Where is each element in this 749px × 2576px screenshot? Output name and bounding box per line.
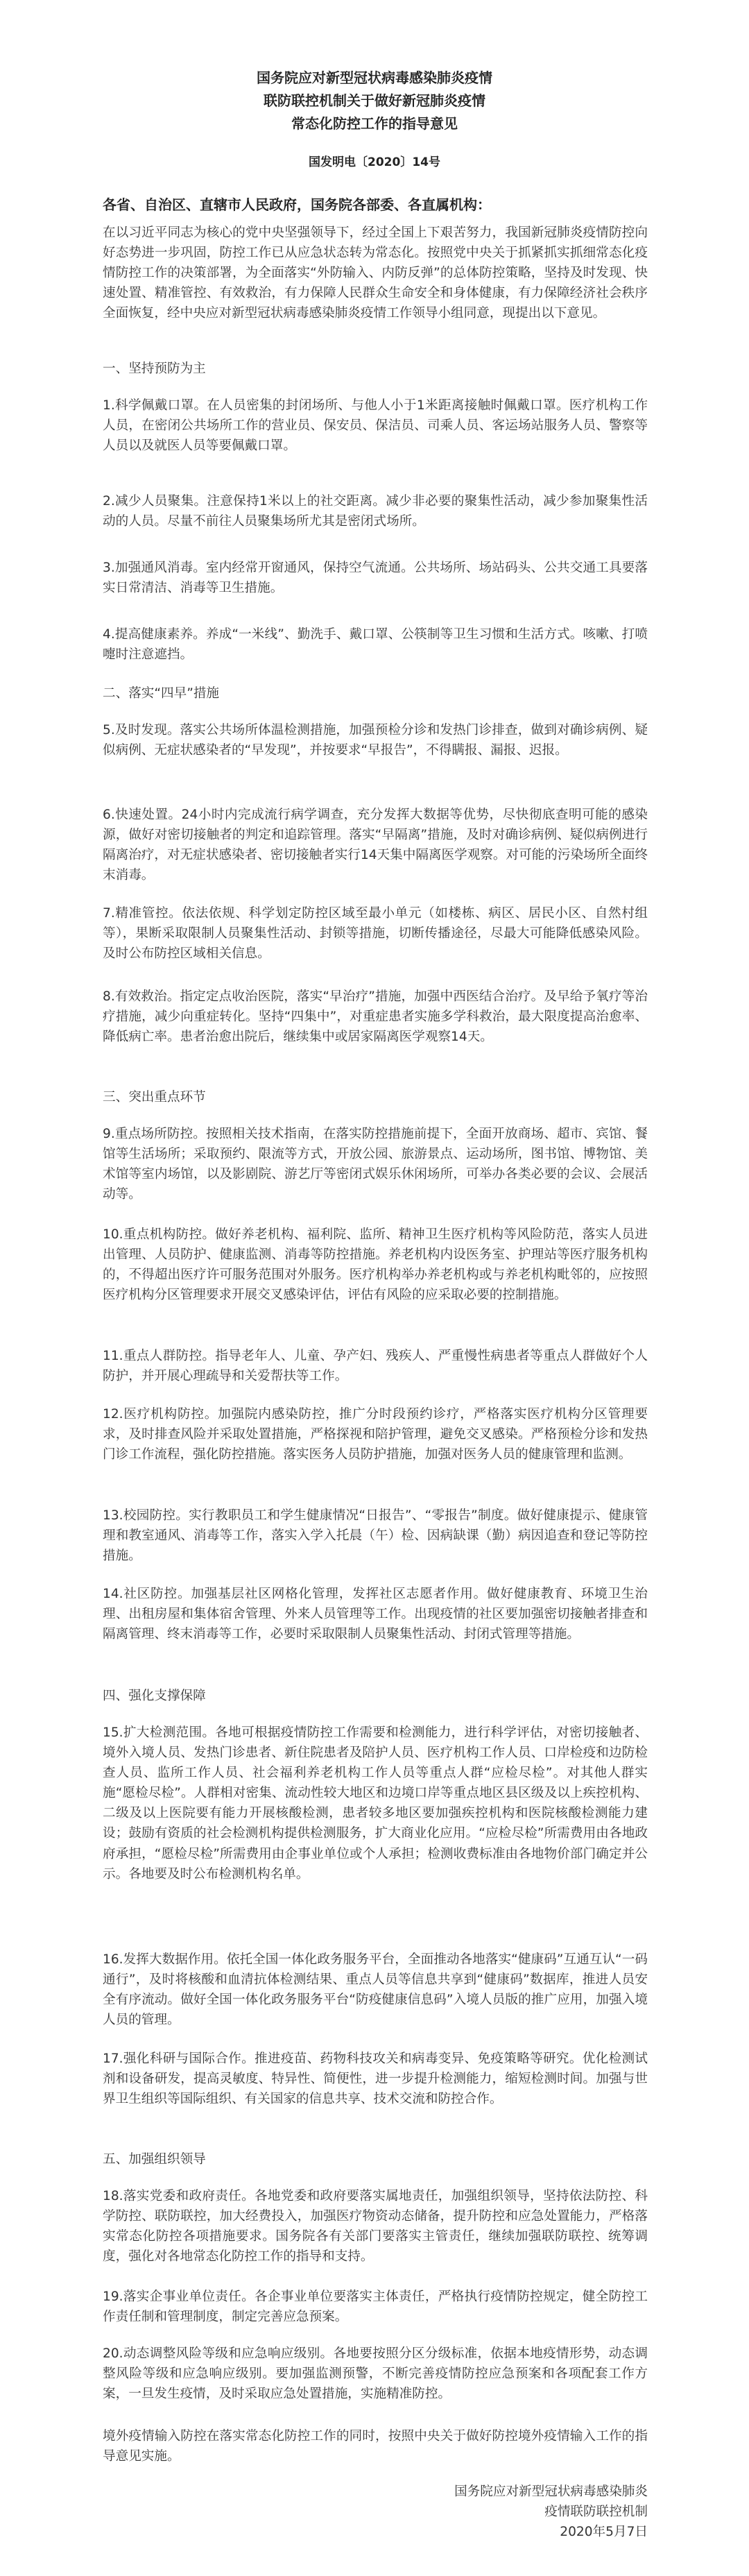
signature-date: 2020年5月7日 — [560, 2525, 648, 2539]
paragraph-4: 4.提高健康素养。养成“一米线”、勤洗手、戴口罩、公筷制等卫生习惯和生活方式。咳嗽、打喷嚏时注意遮挡。 — [103, 627, 648, 663]
paragraph-19: 19.落实企事业单位责任。各企事业单位要落实主体责任，严格执行疫情防控规定，健全防控工作责任制和管理制度，制定完善应急预案。 — [103, 2289, 648, 2325]
closing-paragraph: 境外疫情输入防控在落实常态化防控工作的同时，按照中央关于做好防控境外疫情输入工作的指导意见实施。 — [103, 2429, 648, 2464]
paragraph-6: 6.快速处置。24小时内完成流行病学调查，充分发挥大数据等优势，尽快彻底查明可能的感染源，做好对密切接触者的判定和追踪管理。落实“早隔离”措施，及时对确诊病例、疑似病例进行隔离治疗，对无症状感染者、密切接触者实行14天集中隔离医学观察。对可能的污染场所全面终末消毒。 — [103, 808, 648, 883]
paragraph-5: 5.及时发现。落实公共场所体温检测措施，加强预检分诊和发热门诊排查，做到对确诊病例、疑似病例、无症状感染者的“早发现”，并按要求“早报告”，不得瞒报、漏报、迟报。 — [103, 723, 648, 758]
signature-line-1: 国务院应对新型冠状病毒感染肺炎 — [454, 2484, 648, 2499]
paragraph-16: 16.发挥大数据作用。依托全国一体化政务服务平台，全面推动各地落实“健康码”互通互认“一码通行”，及时将核酸和血清抗体检测结果、重点人员等信息共享到“健康码”数据库，推进人员安全有序流动。做好全国一体化政务服务平台“防疫健康信息码”入境人员版的推广应用，加强入境人员的管理。 — [103, 1952, 648, 2028]
document-title-line-1: 国务院应对新型冠状病毒感染肺炎疫情 — [257, 69, 492, 86]
paragraph-9: 9.重点场所防控。按照相关技术指南，在落实防控措施前提下，全面开放商场、超市、宾馆、餐馆等生活场所；采取预约、限流等方式，开放公园、旅游景点、运动场所，图书馆、博物馆、美术馆等室内场馆，以及影剧院、游艺厅等密闭式娱乐休闲场所，可举办各类必要的会议、会展活动等。 — [103, 1127, 648, 1202]
section-heading-3: 三、突出重点环节 — [103, 1090, 206, 1104]
document-number: 国发明电〔2020〕14号 — [309, 155, 440, 169]
section-heading-4: 四、强化支撑保障 — [103, 1689, 206, 1703]
paragraph-11: 11.重点人群防控。指导老年人、儿童、孕产妇、残疾人、严重慢性病患者等重点人群做好个人防护，并开展心理疏导和关爱帮扶等工作。 — [103, 1349, 648, 1384]
paragraph-8: 8.有效救治。指定定点收治医院，落实“早治疗”措施，加强中西医结合治疗。及早给予氧疗等治疗措施，减少向重症转化。坚持“四集中”，对重症患者实施多学科救治，最大限度提高治愈率、降低病亡率。患者治愈出院后，继续集中或居家隔离医学观察14天。 — [103, 989, 648, 1045]
document-title-line-2: 联防联控机制关于做好新冠肺炎疫情 — [264, 92, 485, 109]
paragraph-17: 17.强化科研与国际合作。推进疫苗、药物科技攻关和病毒变异、免疫策略等研究。优化检测试剂和设备研发，提高灵敏度、特异性、简便性，进一步提升检测能力，缩短检测时间。加强与世界卫生组织等国际组织、有关国家的信息共享、技术交流和防控合作。 — [103, 2052, 648, 2107]
paragraph-20: 20.动态调整风险等级和应急响应级别。各地要按照分区分级标准，依据本地疫情形势，动态调整风险等级和应急响应级别。要加强监测预警，不断完善疫情防控应急预案和各项配套工作方案，一旦发生疫情，及时采取应急处置措施，实施精准防控。 — [103, 2346, 648, 2402]
paragraph-13: 13.校园防控。实行教职员工和学生健康情况“日报告”、“零报告”制度。做好健康提示、健康管理和教室通风、消毒等工作，落实入学入托晨（午）检、因病缺课（勤）病因追查和登记等防控措施。 — [103, 1508, 648, 1564]
paragraph-10: 10.重点机构防控。做好养老机构、福利院、监所、精神卫生医疗机构等风险防范，落实人员进出管理、人员防护、健康监测、消毒等防控措施。养老机构内设医务室、护理站等医疗服务机构的，不得超出医疗许可服务范围对外服务。医疗机构举办养老机构或与养老机构毗邻的，应按照医疗机构分区管理要求开展交叉感染评估，评估有风险的应采取必要的控制措施。 — [103, 1227, 648, 1303]
paragraph-14: 14.社区防控。加强基层社区网格化管理，发挥社区志愿者作用。做好健康教育、环境卫生治理、出租房屋和集体宿舍管理、外来人员管理等工作。出现疫情的社区要加强密切接触者排查和隔离管理、终末消毒等工作，必要时采取限制人员聚集性活动、封闭式管理等措施。 — [103, 1587, 648, 1642]
section-heading-2: 二、落实“四早”措施 — [103, 686, 220, 701]
signature-line-2: 疫情联防联控机制 — [544, 2505, 648, 2519]
section-heading-5: 五、加强组织领导 — [103, 2152, 206, 2167]
paragraph-12: 12.医疗机构防控。加强院内感染防控，推广分时段预约诊疗，严格落实医疗机构分区管理要求，及时排查风险并采取处置措施，严格探视和陪护管理，避免交叉感染。严格预检分诊和发热门诊工作流程，强化防控措施。落实医务人员防护措施，加强对医务人员的健康管理和监测。 — [103, 1407, 648, 1462]
section-heading-1: 一、坚持预防为主 — [103, 361, 206, 376]
paragraph-7: 7.精准管控。依法依规、科学划定防控区域至最小单元（如楼栋、病区、居民小区、自然村组等），果断采取限制人员聚集性活动、封锁等措施，切断传播途径，尽最大可能降低感染风险。及时公布防控区域相关信息。 — [103, 906, 648, 962]
paragraph-15: 15.扩大检测范围。各地可根据疫情防控工作需要和检测能力，进行科学评估，对密切接触者、境外入境人员、发热门诊患者、新住院患者及陪护人员、医疗机构工作人员、口岸检疫和边防检查人员、监所工作人员、社会福利养老机构工作人员等重点人群“应检尽检”。对其他人群实施“愿检尽检”。人群相对密集、流动性较大地区和边境口岸等重点地区县区级及以上疾控机构、二级及以上医院要有能力开展核酸检测，患者较多地区要加强疾控机构和医院核酸检测能力建设；鼓励有资质的社会检测机构提供检测服务，扩大商业化应用。“应检尽检”所需费用由各地政府承担，“愿检尽检”所需费用由企事业单位或个人承担；检测收费标准由各地物价部门确定并公示。各地要及时公布检测机构名单。 — [103, 1725, 648, 1882]
paragraph-18: 18.落实党委和政府责任。各地党委和政府要落实属地责任，加强组织领导，坚持依法防控、科学防控、联防联控，加大经费投入，加强医疗物资动态储备，提升防控和应急处置能力，严格落实常态化防控各项措施要求。国务院各有关部门要落实主管责任，继续加强联防联控、统筹调度，强化对各地常态化防控工作的指导和支持。 — [103, 2189, 648, 2264]
intro-paragraph: 在以习近平同志为核心的党中央坚强领导下，经过全国上下艰苦努力，我国新冠肺炎疫情防控向好态势进一步巩固，防控工作已从应急状态转为常态化。按照党中央关于抓紧抓实抓细常态化疫情防控工作的决策部署，为全面落实“外防输入、内防反弹”的总体防控策略，坚持及时发现、快速处置、精准管控、有效救治，有力保障人民群众生命安全和身体健康，有力保障经济社会秩序全面恢复，经中央应对新型冠状病毒感染肺炎疫情工作领导小组同意，现提出以下意见。 — [103, 225, 648, 321]
addressee: 各省、自治区、直辖市人民政府，国务院各部委、各直属机构： — [103, 196, 491, 213]
paragraph-2: 2.减少人员聚集。注意保持1米以上的社交距离。减少非必要的聚集性活动，减少参加聚集性活动的人员。尽量不前往人员聚集场所尤其是密闭式场所。 — [103, 494, 648, 529]
paragraph-3: 3.加强通风消毒。室内经常开窗通风，保持空气流通。公共场所、场站码头、公共交通工具要落实日常清洁、消毒等卫生措施。 — [103, 561, 648, 596]
paragraph-1: 1.科学佩戴口罩。在人员密集的封闭场所、与他人小于1米距离接触时佩戴口罩。医疗机构工作人员，在密闭公共场所工作的营业员、保安员、保洁员、司乘人员、客运场站服务人员、警察等人员以及就医人员等要佩戴口罩。 — [103, 398, 648, 454]
document-title-line-3: 常态化防控工作的指导意见 — [291, 115, 458, 132]
